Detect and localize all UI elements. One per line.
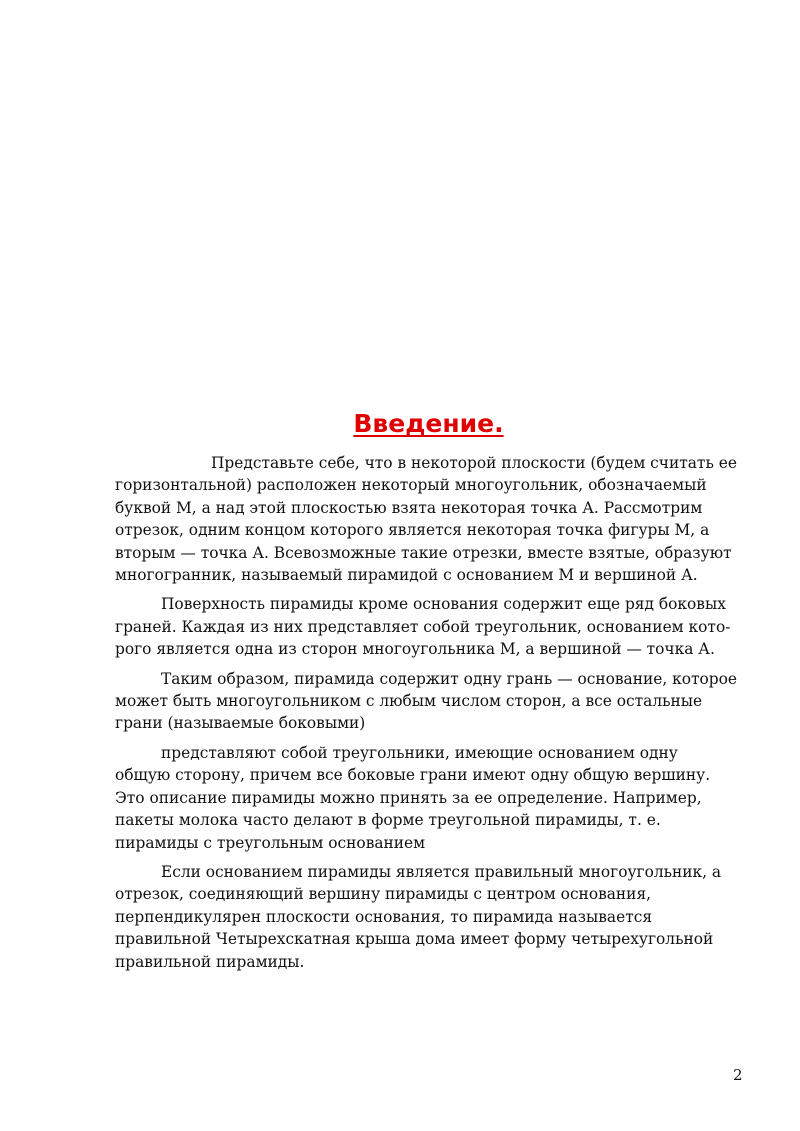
paragraph-1: Представьте себе, что в некоторой плоскости (будем считать ее горизонтальной) расположен некоторый многоугольник, обозначаемый буквой М, а над этой плоскостью взята некоторая точка А. Рассмотрим отрезок, одним концом которого является некоторая точка фигуры М, а вторым — точка А. Всевозможные такие отрезки, вместе взятые, образуют многогранник, называемый пирамидой с основанием М и вершиной А.	[115, 454, 737, 585]
paragraph-2: Поверхность пирамиды кроме основания содержит еще ряд боковых граней. Каждая из них представляет собой треугольник, основанием кото- рого является одна из сторон многоугольника М, а вершиной — точка А.	[115, 595, 731, 659]
body-text	[115, 452, 745, 980]
paragraph-3: Таким образом, пирамида содержит одну грань — основание, которое может быть многоугольником с любым числом сторон, а все остальные грани (называемые боковыми)	[115, 669, 738, 733]
paragraph-4: представляют собой треугольники, имеющие основанием одну общую сторону, причем все боковые грани имеют одну общую вершину. Это описание пирамиды можно принять за ее определение. Например, пакеты молока часто делают в форме треугольной пирамиды, т. е. пирамиды с треугольным основанием	[115, 743, 711, 852]
section-title: Введение.	[353, 409, 504, 438]
paragraph-5: Если основанием пирамиды является правильный многоугольник, а отрезок, соединяющий вершину пирамиды с центром основания, перпендикулярен плоскости основания, то пирамида называется правильной Четырехскатная крыша дома имеет форму четырехугольной правильной пирамиды.	[115, 862, 722, 971]
page-number: 2	[733, 1066, 743, 1084]
